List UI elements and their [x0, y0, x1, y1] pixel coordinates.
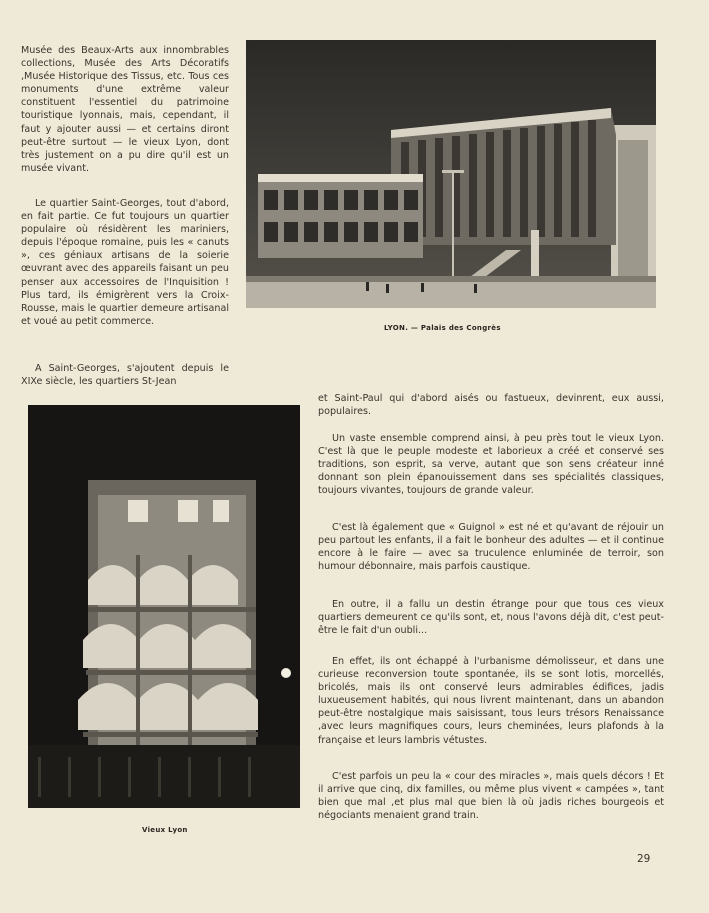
page-number: 29	[637, 853, 651, 865]
paragraph-saint-georges: Le quartier Saint-Georges, tout d'abord, en fait partie. Ce fut toujours un quartier populaire où résidèrent les mariniers, depuis l'époque romaine, puis les « canuts », ces géniaux artisans de la soierie œuvrant avec des appareils faisant un peu penser aux accessoires de l'Inquisition ! Plus tard, ils émigrèrent vers la Croix-Rousse, mais le quartier demeure artisanal et voué au petit commerce.	[21, 198, 229, 327]
paragraph-guignol: C'est là également que « Guignol » est né et qu'avant de réjouir un peu partout les enfants, il a fait le bonheur des adultes — et il continue encore à le faire — avec sa truculence enluminée de terroir, son humour débonnaire, mais parfois caustique.	[318, 522, 664, 573]
paragraph-quartiers: A Saint-Georges, s'ajoutent depuis le XIXe siècle, les quartiers St-Jean	[21, 363, 229, 388]
photo-vieux-lyon	[28, 405, 300, 808]
paragraph-saint-paul: et Saint-Paul qui d'abord aisés ou fastueux, devinrent, eux aussi, populaires.	[318, 393, 664, 418]
caption-palais-des-congres: LYON. — Palais des Congrès	[384, 324, 501, 332]
palais-des-congres-image	[246, 40, 656, 308]
photo-palais-des-congres	[246, 40, 656, 308]
paragraph-museums: Musée des Beaux-Arts aux innombrables collections, Musée des Arts Décoratifs ,Musée Historique des Tissus, etc. Tous ces monuments d'une extrême valeur constituent l'essentiel du patrimoine touristique lyonnais, mais, cependant, il faut y ajouter aussi — et certains diront peut-être surtout — le vieux Lyon, dont très justement on a pu dire qu'il est un musée vivant.	[21, 45, 229, 174]
paragraph-destin: En outre, il a fallu un destin étrange pour que tous ces vieux quartiers demeurent ce qu'ils sont, et, nous l'avons déjà dit, c'est peut-être le fait d'un oubli...	[318, 599, 664, 637]
vieux-lyon-image	[28, 405, 300, 808]
caption-vieux-lyon: Vieux Lyon	[142, 826, 188, 834]
paragraph-urbanisme: En effet, ils ont échappé à l'urbanisme démolisseur, et dans une curieuse reconversion toute spontanée, ils se sont lotis, morcellés, bricolés, mais ils ont conservé leurs admirables édifices, jadis luxueusement habités, qui nous livrent maintenant, dans un abandon peut-être nostalgique mais saisissant, tous leurs trésors Renaissance ,avec leurs magnifiques cours, leurs cheminées, leurs plafonds à la française et leurs lambris vétustes.	[318, 656, 664, 746]
paragraph-cour-des-miracles: C'est parfois un peu la « cour des miracles », mais quels décors ! Et il arrive que cinq, dix familles, ou même plus vivent « campées », tant bien que mal ,et plus mal que bien là où jadis riches bourgeois et négociants menaient grand train.	[318, 771, 664, 822]
paragraph-ensemble: Un vaste ensemble comprend ainsi, à peu près tout le vieux Lyon. C'est là que le peuple modeste et laborieux a créé et conservé ses traditions, son esprit, sa verve, autant que son sens créateur inné donnant son plein épanouissement dans ses spécialités classiques, toujours vivantes, toujours de grande valeur.	[318, 433, 664, 497]
